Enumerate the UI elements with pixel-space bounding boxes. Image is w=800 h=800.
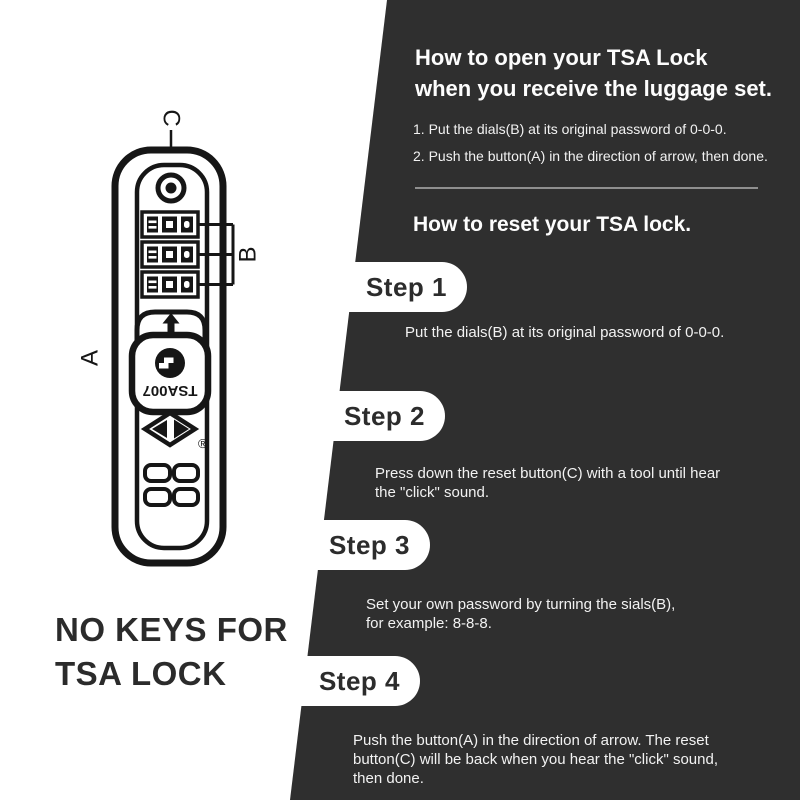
reset-button-dot	[166, 183, 177, 194]
label-a: A	[76, 349, 104, 367]
step-3-line2: for example: 8-8-8.	[366, 615, 492, 632]
open-instruction-2: 2. Push the button(A) in the direction of arrow, then done.	[413, 148, 768, 164]
step-1-badge	[300, 262, 467, 312]
step-4-description	[353, 731, 718, 788]
step-3-line1: Set your own password by turning the sials(B),	[366, 596, 676, 613]
open-title-line2: when you receive the luggage set.	[415, 76, 772, 101]
dial-row-3	[142, 272, 198, 297]
dial-row-2	[142, 242, 198, 267]
open-instructions	[413, 116, 768, 170]
step-4-line3: then done.	[353, 770, 424, 787]
tagline-line1: NO KEYS FOR	[55, 611, 288, 648]
step-4-line1: Push the button(A) in the direction of arrow. The reset	[353, 732, 709, 749]
dial-rows	[142, 212, 198, 297]
step-1-description	[405, 323, 724, 342]
step-1-badge-label: Step 1	[365, 271, 447, 302]
open-instruction-1: 1. Put the dials(B) at its original password of 0-0-0.	[413, 121, 727, 137]
step-4-badge-label: Step 4	[318, 665, 400, 696]
tagline-line2: TSA LOCK	[55, 655, 227, 692]
tsa-lock-illustration	[40, 90, 320, 580]
section-divider	[415, 187, 758, 189]
step-1-line1: Put the dials(B) at its original password of 0-0-0.	[405, 324, 725, 341]
step-2-line1: Press down the reset button(C) with a tool until hear	[375, 465, 721, 482]
dial-row-1	[142, 212, 198, 237]
open-title-line1: How to open your TSA Lock	[415, 45, 708, 70]
step-3-description	[366, 595, 675, 633]
step-2-description	[375, 464, 720, 502]
step-2-line2: the "click" sound.	[375, 484, 490, 501]
step-2-badge-label: Step 2	[343, 400, 425, 431]
open-section-title	[415, 42, 772, 104]
tagline	[55, 608, 288, 696]
registered-mark: ®	[198, 436, 208, 451]
reset-section-title: How to reset your TSA lock.	[413, 213, 692, 236]
label-b: B	[234, 246, 262, 263]
tsa007-text: TSA007	[142, 382, 198, 399]
label-c: C	[157, 109, 185, 127]
step-4-line2: button(C) will be back when you hear the "click" sound,	[353, 751, 719, 768]
step-3-badge-label: Step 3	[328, 529, 410, 560]
